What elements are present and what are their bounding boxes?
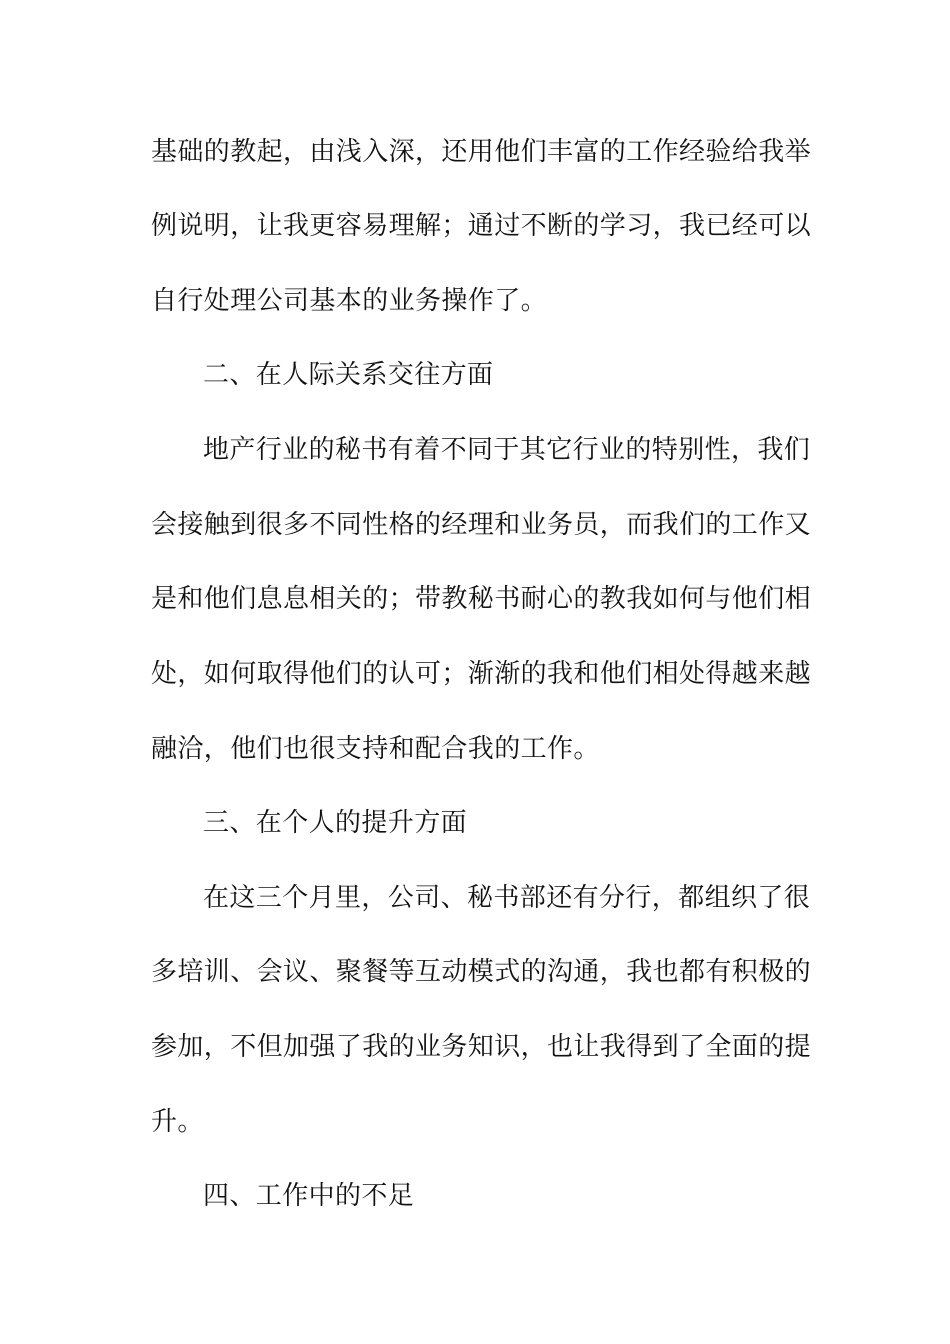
paragraph-line: 会接触到很多不同性格的经理和业务员，而我们的工作又 (151, 510, 812, 540)
section-heading: 三、在个人的提升方面 (203, 808, 468, 838)
paragraph-line: 升。 (151, 1107, 204, 1137)
paragraph-line: 融洽，他们也很支持和配合我的工作。 (151, 734, 600, 764)
paragraph-line: 处，如何取得他们的认可；渐渐的我和他们相处得越来越 (151, 659, 812, 689)
paragraph-line: 在这三个月里，公司、秘书部还有分行，都组织了很 (203, 883, 811, 913)
paragraph-line: 参加，不但加强了我的业务知识，也让我得到了全面的提 (151, 1032, 812, 1062)
section-heading: 四、工作中的不足 (203, 1181, 415, 1211)
paragraph-line: 例说明，让我更容易理解；通过不断的学习，我已经可以 (151, 211, 812, 241)
paragraph-line: 是和他们息息相关的；带教秘书耐心的教我如何与他们相 (151, 584, 812, 614)
paragraph-line: 多培训、会议、聚餐等互动模式的沟通，我也都有积极的 (151, 957, 812, 987)
paragraph-line: 基础的教起，由浅入深，还用他们丰富的工作经验给我举 (151, 137, 812, 167)
paragraph-line: 自行处理公司基本的业务操作了。 (151, 286, 548, 316)
paragraph-line: 地产行业的秘书有着不同于其它行业的特别性，我们 (203, 435, 811, 465)
section-heading: 二、在人际关系交往方面 (203, 360, 494, 390)
